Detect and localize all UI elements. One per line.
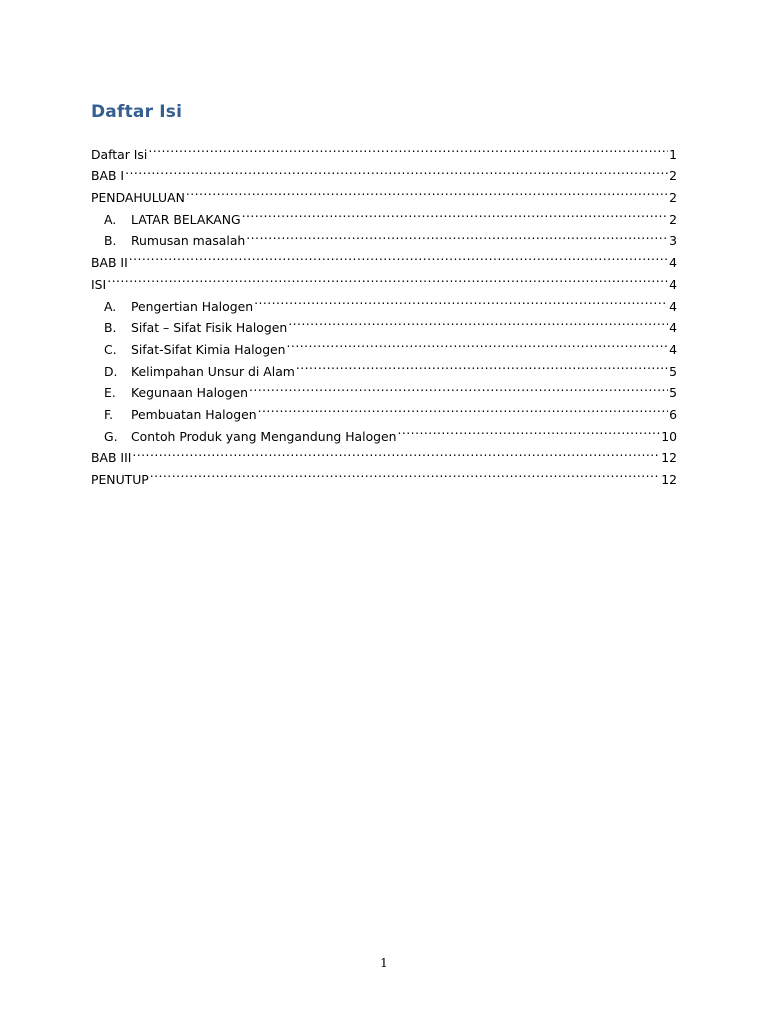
toc-dot-leader (398, 419, 661, 441)
toc-entry-penutup[interactable] (91, 462, 677, 487)
toc-entry-pengertian-halogen[interactable] (91, 289, 677, 314)
toc-entry-page: 4 (669, 320, 677, 336)
page-number: 1 (380, 956, 388, 970)
toc-entry-page: 3 (669, 233, 677, 249)
toc-list (91, 137, 677, 487)
toc-entry-page: 6 (669, 406, 677, 422)
toc-entry-text: Daftar Isi (91, 146, 148, 162)
toc-entry-page: 4 (669, 298, 677, 314)
toc-entry-marker: D. (104, 363, 118, 379)
toc-entry-text: Kelimpahan Unsur di Alam (131, 363, 295, 379)
toc-entry-text: Contoh Produk yang Mengandung Halogen (131, 428, 397, 444)
toc-entry-marker: F. (104, 406, 114, 422)
toc-dot-leader (249, 376, 668, 398)
toc-entry-page: 1 (669, 146, 677, 162)
toc-entry-text: PENUTUP (91, 472, 149, 487)
toc-entry-bab-ii[interactable] (91, 245, 677, 271)
toc-entry-bab-iii[interactable] (91, 441, 677, 466)
toc-entry-marker: A. (104, 298, 117, 314)
toc-heading: Daftar Isi (91, 102, 183, 122)
toc-entry-text: LATAR BELAKANG (131, 211, 241, 227)
toc-dot-leader (288, 311, 668, 333)
toc-dot-leader (287, 332, 669, 354)
toc-entry-page: 5 (669, 385, 677, 401)
toc-entry-bab-i[interactable] (91, 159, 677, 184)
toc-entry-page: 4 (669, 255, 677, 271)
toc-entry-marker: E. (104, 385, 116, 401)
toc-dot-leader (129, 245, 668, 267)
toc-entry-text: Kegunaan Halogen (131, 385, 248, 401)
toc-entry-page: 5 (669, 363, 677, 379)
toc-entry-pendahuluan[interactable] (91, 180, 677, 206)
toc-entry-daftar-isi[interactable] (91, 137, 677, 162)
toc-entry-marker: B. (104, 320, 117, 336)
toc-dot-leader (246, 224, 668, 246)
toc-entry-marker: A. (104, 211, 117, 227)
toc-entry-text: PENDAHULUAN (91, 190, 185, 206)
toc-dot-leader (258, 397, 669, 419)
toc-entry-marker: G. (104, 428, 118, 444)
toc-entry-text: Sifat – Sifat Fisik Halogen (131, 320, 288, 336)
toc-dot-leader (148, 137, 668, 159)
toc-entry-marker: B. (104, 233, 117, 249)
toc-dot-leader (296, 354, 668, 376)
toc-entry-text: Pembuatan Halogen (131, 406, 257, 422)
toc-entry-page: 4 (669, 341, 677, 357)
toc-entry-page: 2 (669, 168, 677, 184)
toc-entry-text: BAB II (91, 255, 128, 271)
toc-entry-text: ISI (91, 276, 107, 292)
toc-dot-leader (107, 267, 668, 289)
toc-entry-text: BAB I (91, 168, 125, 184)
toc-entry-page: 2 (669, 190, 677, 206)
toc-entry-isi[interactable] (91, 267, 677, 292)
toc-entry-page: 12 (661, 472, 677, 487)
toc-dot-leader (186, 180, 668, 202)
toc-dot-leader (125, 159, 668, 181)
toc-entry-marker: C. (104, 341, 117, 357)
toc-dot-leader (132, 441, 660, 463)
toc-entry-text: Pengertian Halogen (131, 298, 254, 314)
toc-entry-page: 2 (669, 211, 677, 227)
toc-entry-page: 4 (669, 276, 677, 292)
toc-dot-leader (242, 202, 669, 224)
toc-dot-leader (150, 462, 660, 484)
toc-entry-text: BAB III (91, 450, 132, 466)
toc-entry-page: 10 (661, 428, 677, 444)
toc-entry-page: 12 (661, 450, 677, 466)
toc-entry-text: Rumusan masalah (131, 233, 246, 249)
toc-entry-text: Sifat-Sifat Kimia Halogen (131, 341, 286, 357)
toc-dot-leader (254, 289, 668, 311)
